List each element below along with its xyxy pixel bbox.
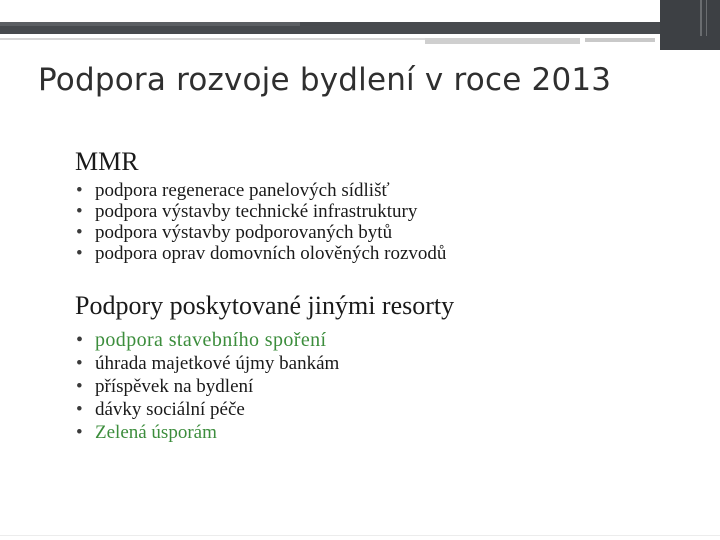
header-divider-accent (425, 38, 580, 44)
list-item-text: podpora regenerace panelových sídlišť (95, 180, 390, 201)
mmr-bullet-list (75, 180, 446, 264)
list-item (75, 421, 339, 444)
other-ministries-bullet-list (75, 328, 339, 444)
list-item-text: podpora oprav domovních olověných rozvodů (95, 243, 447, 264)
slide-title: Podpora rozvoje bydlení v roce 2013 (38, 62, 612, 98)
list-item (75, 243, 446, 264)
footer-line (0, 535, 720, 536)
bullet-icon: • (76, 422, 83, 443)
bullet-icon: • (76, 222, 83, 243)
bullet-icon: • (76, 329, 84, 351)
list-item-text: podpora výstavby technické infrastruktury (95, 201, 418, 222)
list-item-text: Zelená úsporám (95, 422, 217, 443)
list-item-text: úhrada majetkové újmy bankám (95, 353, 340, 374)
top-band-highlight (0, 22, 300, 26)
bullet-icon: • (76, 201, 83, 222)
top-right-stripe-thin (706, 0, 707, 36)
bullet-icon: • (76, 180, 83, 201)
list-item-text: příspěvek na bydlení (95, 376, 254, 397)
bullet-icon: • (76, 243, 83, 264)
bullet-icon: • (76, 399, 83, 420)
section-heading-mmr: MMR (75, 147, 139, 176)
list-item (75, 398, 339, 421)
list-item (75, 375, 339, 398)
header-divider-accent-right (585, 38, 655, 42)
list-item-text: podpora výstavby podporovaných bytů (95, 222, 393, 243)
list-item (75, 352, 339, 375)
list-item-text: podpora stavebního spoření (95, 329, 327, 351)
bullet-icon: • (76, 376, 83, 397)
top-right-decorative-block (660, 0, 720, 50)
list-item (75, 180, 446, 201)
top-right-stripe (700, 0, 702, 36)
section-heading-other-ministries: Podpory poskytované jinými resorty (75, 291, 455, 320)
list-item (75, 222, 446, 243)
list-item-text: dávky sociální péče (95, 399, 245, 420)
list-item (75, 328, 339, 352)
list-item (75, 201, 446, 222)
bullet-icon: • (76, 353, 83, 374)
